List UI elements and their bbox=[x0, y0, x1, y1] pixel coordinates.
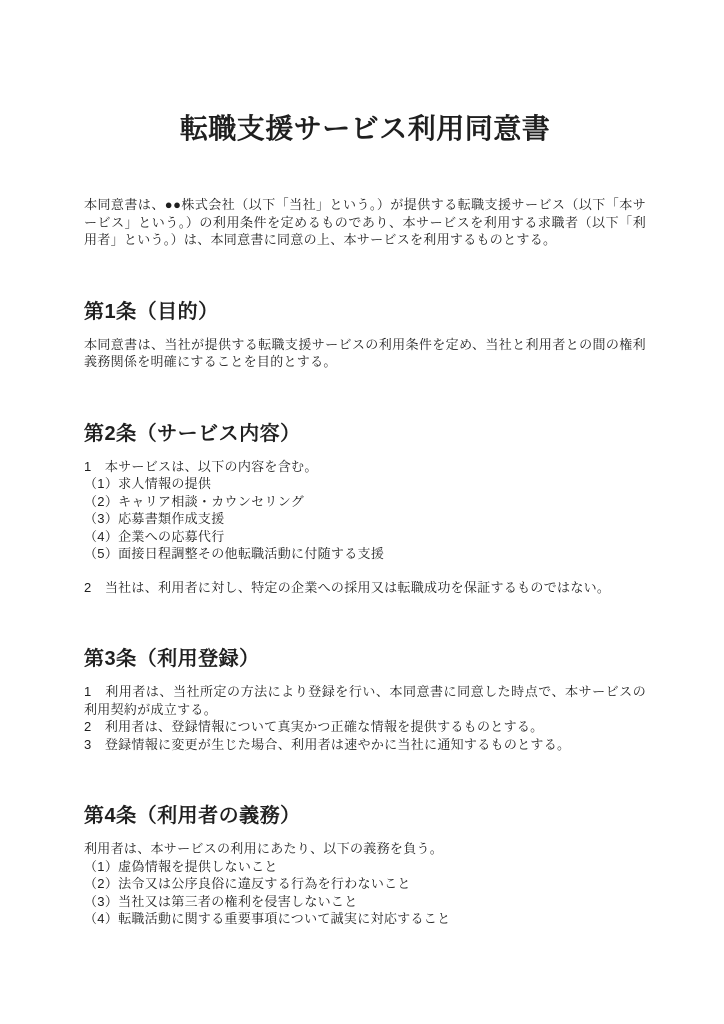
intro-paragraph: 本同意書は、●●株式会社（以下「当社」という。）が提供する転職支援サービス（以下「本サービス」という。）の利用条件を定めるものであり、本サービスを利用する求職者（以下「利用者」という。）は、本同意書に同意の上、本サービスを利用するものとする。 bbox=[84, 197, 646, 247]
list-item: （3）応募書類作成支援 bbox=[84, 511, 225, 526]
list-item: （3）当社又は第三者の権利を侵害しないこと bbox=[84, 893, 358, 909]
section-article-2 bbox=[84, 422, 646, 597]
article-3-clause-2: 2 利用者は、登録情報について真実かつ正確な情報を提供するものとする。 bbox=[84, 719, 544, 734]
section-article-3 bbox=[84, 647, 646, 753]
section-article-4 bbox=[84, 804, 646, 928]
user-obligations-list bbox=[84, 858, 646, 928]
article-3-heading: 第3条（利用登録） bbox=[84, 648, 260, 670]
list-item: （2）法令又は公序良俗に違反する行為を行わないこと bbox=[84, 876, 411, 891]
article-4-heading: 第4条（利用者の義務） bbox=[84, 805, 301, 827]
article-1-paragraph: 本同意書は、当社が提供する転職支援サービスの利用条件を定め、当社と利用者との間の権利義務関係を明確にすることを目的とする。 bbox=[84, 336, 646, 369]
service-content-list bbox=[84, 475, 646, 563]
article-2-clause-1: 1 本サービスは、以下の内容を含む。 bbox=[84, 458, 318, 474]
article-2-heading: 第2条（サービス内容） bbox=[84, 422, 301, 445]
article-1-heading: 第1条（目的） bbox=[84, 300, 219, 323]
article-3-clause-3: 3 登録情報に変更が生じた場合、利用者は速やかに当社に通知するものとする。 bbox=[84, 736, 571, 752]
list-item: （4）転職活動に関する重要事項について誠実に対応すること bbox=[84, 911, 451, 926]
list-item: （4）企業への応募代行 bbox=[84, 528, 225, 544]
article-3-clause-1: 1 利用者は、当社所定の方法により登録を行い、本同意書に同意した時点で、本サービスの利用契約が成立する。 bbox=[84, 684, 646, 717]
article-4-lead-paragraph: 利用者は、本サービスの利用にあたり、以下の義務を負う。 bbox=[84, 841, 444, 856]
section-article-1 bbox=[84, 300, 646, 371]
list-item: （5）面接日程調整その他転職活動に付随する支援 bbox=[84, 546, 385, 561]
article-2-clause-2: 2 当社は、利用者に対し、特定の企業への採用又は転職成功を保証するものではない。 bbox=[84, 579, 611, 595]
list-item: （2）キャリア相談・カウンセリング bbox=[84, 493, 305, 509]
document-title: 転職支援サービス利用同意書 bbox=[179, 113, 551, 144]
list-item: （1）虚偽情報を提供しないこと bbox=[84, 858, 278, 874]
list-item: （1）求人情報の提供 bbox=[84, 476, 212, 491]
